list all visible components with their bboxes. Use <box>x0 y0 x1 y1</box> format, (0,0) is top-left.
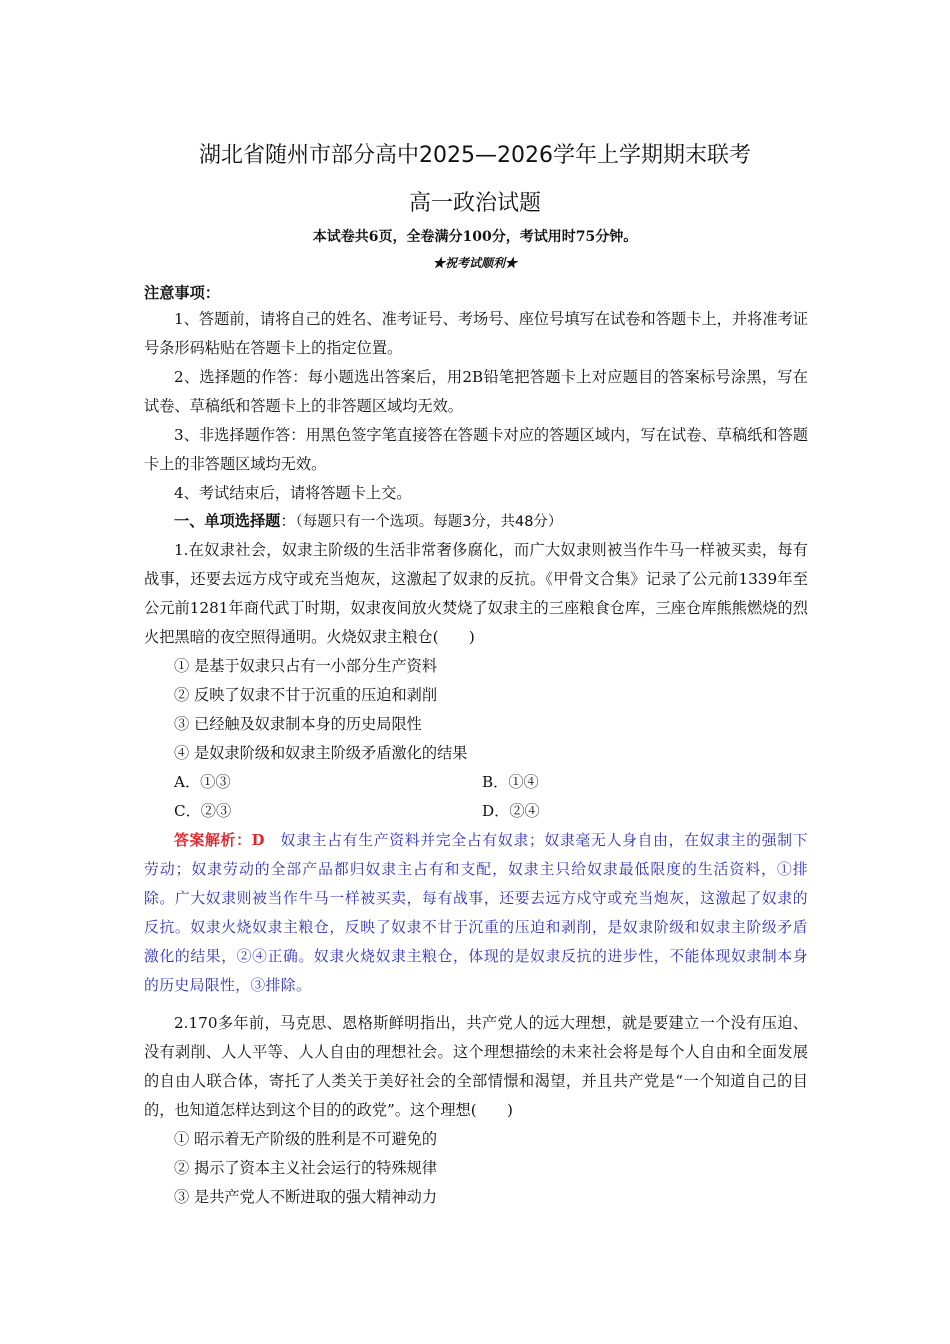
answer-tag: 答案解析：D <box>174 832 265 849</box>
question-option: ① 是基于奴隶只占有一小部分生产资料 <box>174 657 438 675</box>
section-note: （每题只有一个选项。每题3分，共48分） <box>295 514 563 530</box>
note-item: 2、选择题的作答：每小题选出答案后，用2B铅笔把答题卡上对应题目的答案标号涂黑，写在试卷、草稿纸和答题卡上的非答题区域均无效。 <box>144 368 808 415</box>
choice-row <box>144 768 808 797</box>
question-option: ② 反映了奴隶不甘于沉重的压迫和剥削 <box>174 686 438 704</box>
question-option: ③ 已经触及奴隶制本身的历史局限性 <box>174 715 422 733</box>
choice-a: A．①③ <box>174 773 231 791</box>
notes-heading: 注意事项： <box>144 284 220 302</box>
question-option: ① 昭示着无产阶级的胜利是不可避免的 <box>174 1130 438 1148</box>
exam-wish: ★祝考试顺利★ <box>432 256 517 270</box>
answer-explanation <box>144 826 808 1000</box>
note-item: 4、考试结束后，请将答题卡上交。 <box>174 484 412 502</box>
note-item: 3、非选择题作答：用黑色签字笔直接答在答题卡对应的答题区域内，写在试卷、草稿纸和答题卡上的非答题区域均无效。 <box>144 426 808 473</box>
exam-title: 湖北省随州市部分高中2025—2026学年上学期期末联考 <box>199 143 751 168</box>
question-stem: 1.在奴隶社会，奴隶主阶级的生活非常奢侈腐化，而广大奴隶则被当作牛马一样被买卖，每有战事，还要去远方戍守或充当炮灰，这激起了奴隶的反抗。《甲骨文合集》记录了公元前1339年至公元前1281年商代武丁时期，奴隶夜间放火焚烧了奴隶主的三座粮食仓库，三座仓库熊熊燃烧的烈火把黑暗的夜空照得通明。火烧奴隶主粮仓( ) <box>144 541 808 646</box>
question-1 <box>144 536 808 1000</box>
choice-row <box>144 797 808 826</box>
notes-list <box>144 305 808 508</box>
choice-d: D．②④ <box>482 802 540 820</box>
question-option: ② 揭示了资本主义社会运行的特殊规律 <box>174 1159 438 1177</box>
choice-b: B．①④ <box>482 773 539 791</box>
section-heading <box>144 507 808 537</box>
question-option: ③ 是共产党人不断进取的强大精神动力 <box>174 1188 438 1206</box>
choice-c: C．②③ <box>174 802 232 820</box>
exam-subject-title: 高一政治试题 <box>408 191 541 216</box>
question-2 <box>144 1009 808 1212</box>
answer-text: 奴隶主占有生产资料并完全占有奴隶；奴隶毫无人身自由，在奴隶主的强制下劳动；奴隶劳动的全部产品都归奴隶主占有和支配，奴隶主只给奴隶最低限度的生活资料，①排除。广大奴隶则被当作牛马一样被买卖，每有战事，还要去远方戍守或充当炮灰，这激起了奴隶的反抗。奴隶火烧奴隶主粮仓，反映了奴隶不甘于沉重的压迫和剥削，是奴隶阶级和奴隶主阶级矛盾激化的结果，②④正确。奴隶火烧奴隶主粮仓，体现的是奴隶反抗的进步性，不能体现奴隶制本身的历史局限性，③排除。 <box>144 832 808 994</box>
section-sep: ： <box>280 512 296 530</box>
exam-info: 本试卷共6页，全卷满分100分，考试用时75分钟。 <box>312 229 638 245</box>
question-stem: 2.170多年前，马克思、恩格斯鲜明指出，共产党人的远大理想，就是要建立一个没有压迫、没有剥削、人人平等、人人自由的理想社会。这个理想描绘的未来社会将是每个人自由和全面发展的自由人联合体，寄托了人类关于美好社会的全部情憬和渴望，并且共产党是“一个知道自己的目的，也知道怎样达到这个目的的政党”。这个理想( ) <box>144 1014 808 1119</box>
question-option: ④ 是奴隶阶级和奴隶主阶级矛盾激化的结果 <box>174 744 468 762</box>
note-item: 1、答题前，请将自己的姓名、准考证号、考场号、座位号填写在试卷和答题卡上，并将准考证号条形码粘贴在答题卡上的指定位置。 <box>144 310 808 357</box>
section-title: 一、单项选择题 <box>174 512 281 530</box>
